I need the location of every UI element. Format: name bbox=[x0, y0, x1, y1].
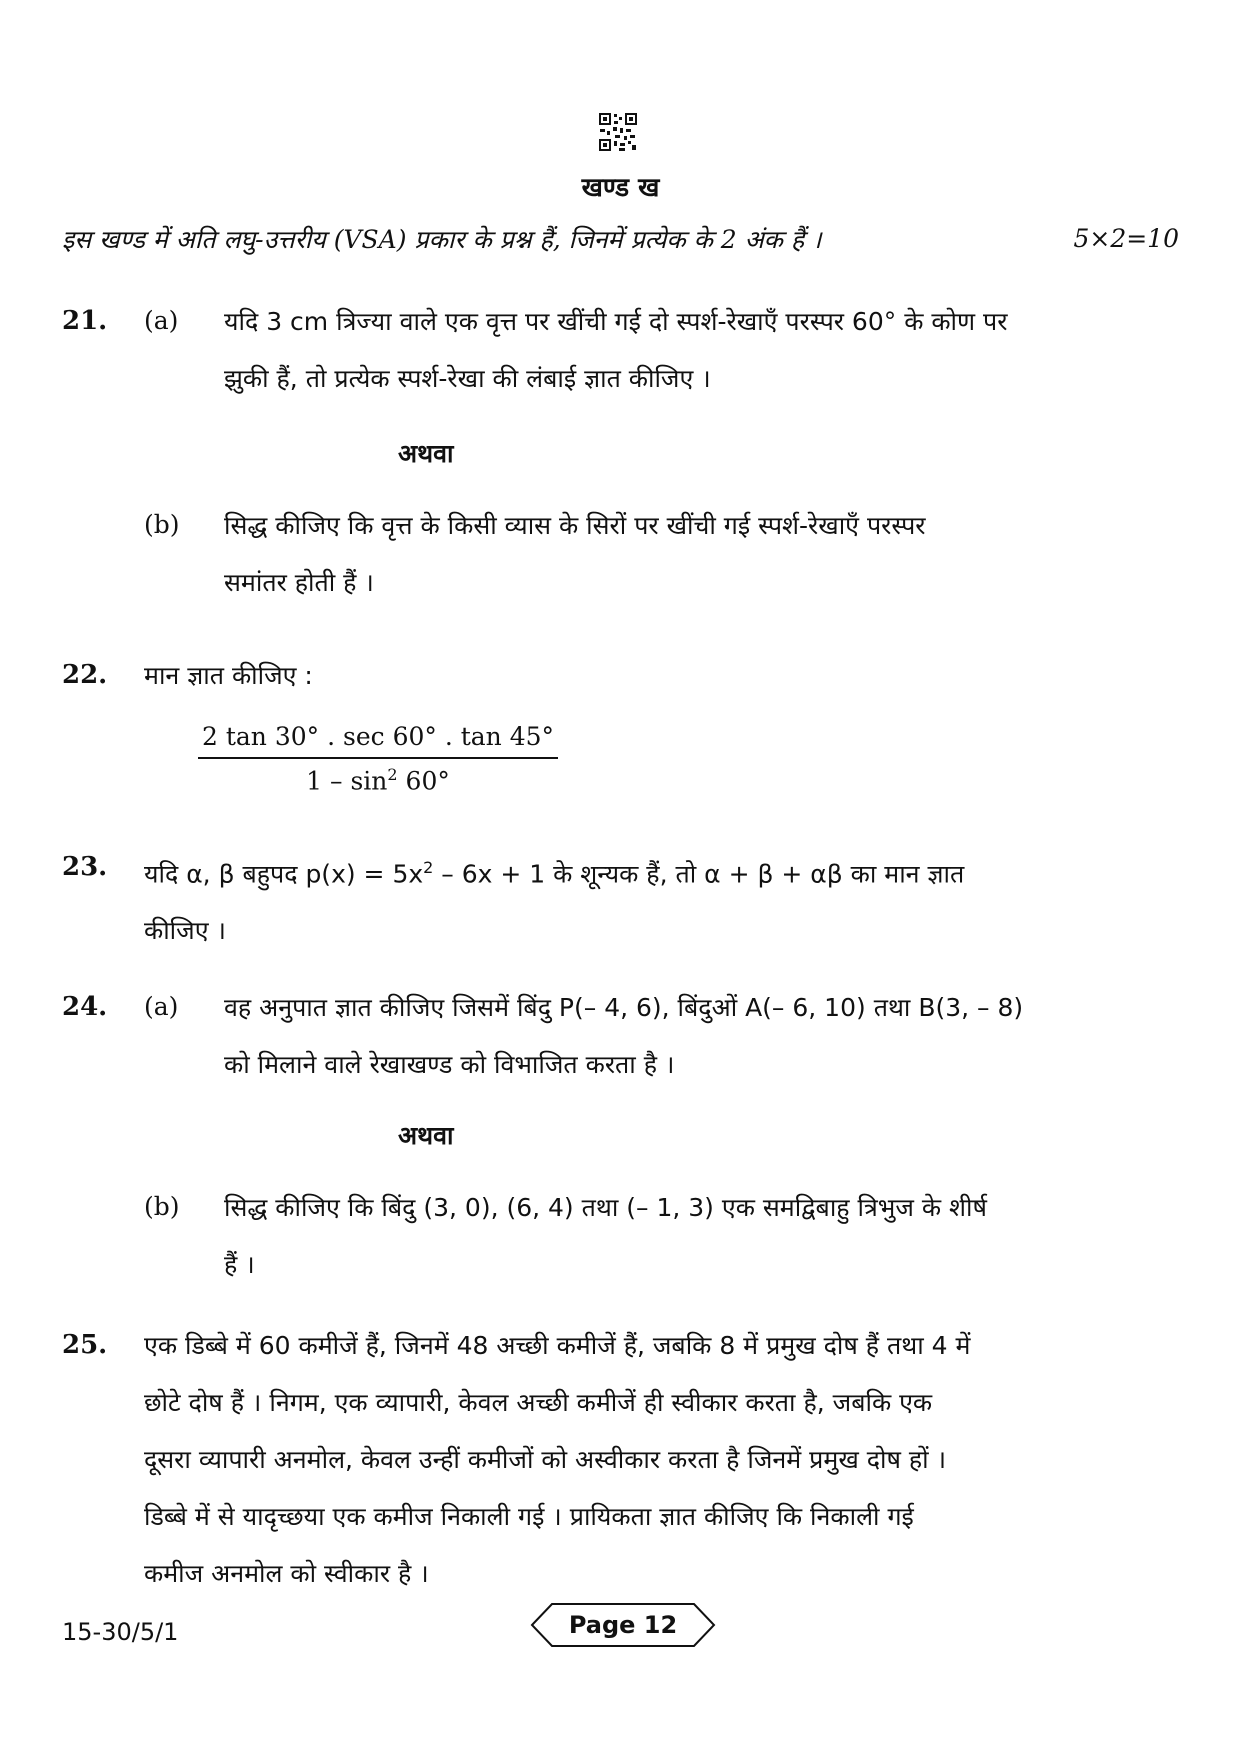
question-number: 22. bbox=[62, 660, 108, 690]
section-instruction: इस खण्ड में अति लघु-उत्तरीय (VSA) प्रकार के प्रश्न हैं, जिनमें प्रत्येक के 2 अंक हैं । bbox=[62, 225, 822, 254]
qr-code-icon bbox=[598, 112, 638, 152]
question-line: को मिलाने वाले रेखाखण्ड को विभाजित करता है । bbox=[224, 1050, 675, 1079]
question-text bbox=[224, 293, 1007, 407]
page-number: Page 12 bbox=[568, 1611, 678, 1639]
question-line: डिब्बे में से यादृच्छया एक कमीज निकाली गई । प्रायिकता ज्ञात कीजिए कि निकाली गई bbox=[144, 1502, 914, 1531]
section-title: खण्ड ख bbox=[581, 173, 660, 203]
question-line: यदि α, β बहुपद $p(x) = 5x^2 - 6x + 1$ के शून्यक हैं, तो α + β + αβ का मान ज्ञात bbox=[144, 858, 965, 889]
fraction-expression bbox=[198, 722, 558, 795]
question-line: दूसरा व्यापारी अनमोल, केवल उन्हीं कमीजों को अस्वीकार करता है जिनमें प्रमुख दोष हों । bbox=[144, 1445, 947, 1474]
question-line: एक डिब्बे में 60 कमीजें हैं, जिनमें 48 अच्छी कमीजें हैं, जबकि 8 में प्रमुख दोष हैं तथा 4 में bbox=[144, 1331, 971, 1360]
question-number: 21. bbox=[62, 306, 108, 336]
paper-code: 15-30/5/1 bbox=[62, 1618, 179, 1646]
question-line: यदि 3 cm त्रिज्या वाले एक वृत्त पर खींची गई दो स्पर्श-रेखाएँ परस्पर 60° के कोण पर bbox=[224, 307, 1008, 336]
question-text bbox=[224, 979, 1023, 1093]
question-line: सिद्ध कीजिए कि वृत्त के किसी व्यास के सिरों पर खींची गई स्पर्श-रेखाएँ परस्पर bbox=[224, 511, 926, 540]
question-number: 23. bbox=[62, 852, 108, 882]
part-label: (b) bbox=[144, 510, 180, 539]
fraction-denominator: $1 - \sin^2 60^\circ$ bbox=[306, 765, 450, 796]
question-text bbox=[224, 497, 926, 611]
question-line: मान ज्ञात कीजिए : bbox=[144, 661, 313, 690]
question-line: कमीज अनमोल को स्वीकार है । bbox=[144, 1559, 429, 1588]
question-line: छोटे दोष हैं । निगम, एक व्यापारी, केवल अच्छी कमीजें ही स्वीकार करता है, जबकि एक bbox=[144, 1388, 933, 1417]
question-number: 25. bbox=[62, 1330, 108, 1360]
part-label: (a) bbox=[144, 992, 179, 1021]
section-marks: 5×2=10 bbox=[1073, 224, 1179, 253]
question-text bbox=[224, 1179, 987, 1293]
question-line: हैं । bbox=[224, 1250, 255, 1279]
question-line: वह अनुपात ज्ञात कीजिए जिसमें बिंदु P(– 4, 6), बिंदुओं A(– 6, 10) तथा B(3, – 8) bbox=[224, 993, 1024, 1022]
question-line: कीजिए । bbox=[144, 916, 226, 946]
part-label: (a) bbox=[144, 306, 179, 335]
question-line: सिद्ध कीजिए कि बिंदु (3, 0), (6, 4) तथा (– 1, 3) एक समद्विबाहु त्रिभुज के शीर्ष bbox=[224, 1193, 987, 1222]
question-line: समांतर होती हैं । bbox=[224, 568, 374, 597]
question-number: 24. bbox=[62, 992, 108, 1022]
part-label: (b) bbox=[144, 1192, 180, 1221]
question-line: झुकी हैं, तो प्रत्येक स्पर्श-रेखा की लंबाई ज्ञात कीजिए । bbox=[224, 364, 711, 393]
or-divider: अथवा bbox=[398, 1121, 454, 1150]
question-text bbox=[144, 839, 964, 959]
fraction-numerator: 2 tan 30° . sec 60° . tan 45° bbox=[198, 722, 558, 759]
or-divider: अथवा bbox=[398, 439, 454, 468]
question-text bbox=[144, 1317, 970, 1602]
